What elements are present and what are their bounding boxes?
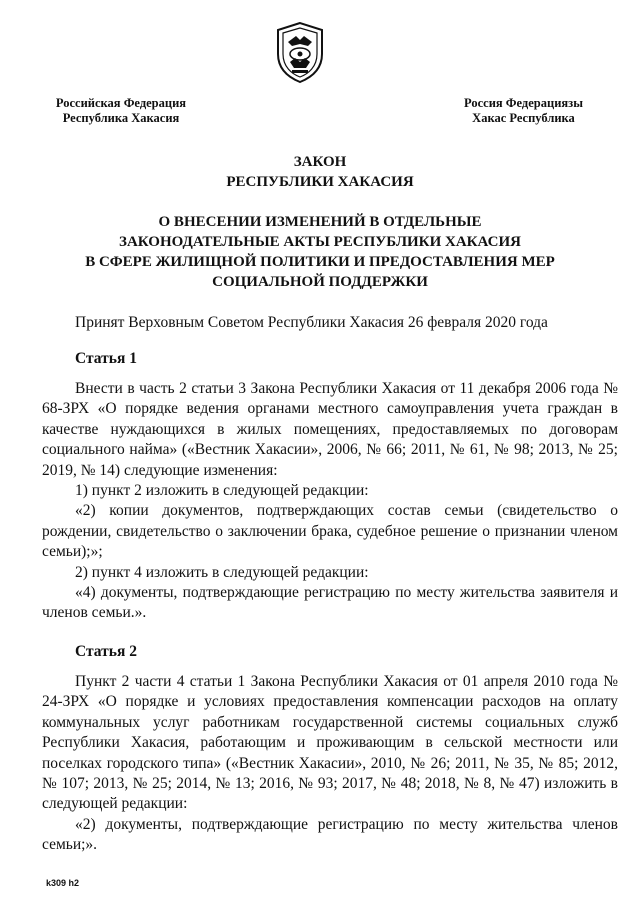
law-subject-line4: СОЦИАЛЬНОЙ ПОДДЕРЖКИ bbox=[212, 274, 428, 290]
header-right bbox=[436, 96, 611, 126]
law-subject bbox=[0, 212, 640, 292]
law-title bbox=[0, 152, 640, 192]
coat-of-arms-icon bbox=[270, 20, 330, 84]
footer-code: k309 h2 bbox=[46, 878, 80, 888]
header-right-line2: Хакас Республика bbox=[472, 111, 575, 125]
law-subject-line1: О ВНЕСЕНИИ ИЗМЕНЕНИЙ В ОТДЕЛЬНЫЕ bbox=[158, 214, 482, 230]
adoption-note: Принят Верховным Советом Республики Хакасия 26 февраля 2020 года bbox=[75, 314, 548, 331]
article-2-paragraph: Пункт 2 части 4 статьи 1 Закона Республики Хакасия от 01 апреля 2010 года № 24-ЗРХ «О порядке и условиях предоставления компенсации расходов на оплату коммунальных услуг работникам государственной системы социальных служб Республики Хакасия, работающим и проживающим в сельской местности или поселках городского типа» («Вестник Хакасии», 2010, № 26; 2011, № 35, № 85; 2012, № 107; 2013, № 25; 2014, № 13; 2016, № 93; 2017, № 48; 2018, № 8, № 47) изложить в следующей редакции: bbox=[42, 673, 618, 813]
law-subject-line3: В СФЕРЕ ЖИЛИЩНОЙ ПОЛИТИКИ И ПРЕДОСТАВЛЕНИЯ МЕР bbox=[85, 254, 555, 270]
article-1-paragraph: «4) документы, подтверждающие регистрацию по месту жительства заявителя и членов семьи.». bbox=[42, 584, 618, 622]
article-1-paragraph: 2) пункт 4 изложить в следующей редакции: bbox=[75, 563, 369, 581]
article-1-heading: Статья 1 bbox=[75, 350, 137, 367]
article-2-body bbox=[42, 672, 618, 856]
article-1-paragraph: «2) копии документов, подтверждающих состав семьи (свидетельство о рождении, свидетельство о заключении брака, судебное решение о признании членом семьи);»; bbox=[42, 502, 618, 561]
law-title-line1: ЗАКОН bbox=[293, 154, 347, 170]
article-2-paragraph: «2) документы, подтверждающие регистрацию по месту жительства членов семьи;». bbox=[42, 815, 618, 854]
header-left bbox=[32, 96, 210, 126]
article-1-body bbox=[42, 379, 618, 624]
article-2-heading: Статья 2 bbox=[75, 643, 137, 660]
header-left-line1: Российская Федерация bbox=[55, 96, 187, 110]
header-left-line2: Республика Хакасия bbox=[62, 111, 180, 125]
law-title-line2: РЕСПУБЛИКИ ХАКАСИЯ bbox=[226, 174, 414, 190]
article-1-paragraph: 1) пункт 2 изложить в следующей редакции: bbox=[75, 482, 369, 500]
article-1-paragraph: Внести в часть 2 статьи 3 Закона Республики Хакасия от 11 декабря 2006 года № 68-ЗРХ «О порядке ведения органами местного самоуправления учета граждан в качестве нуждающихся в жилых помещениях, предоставляемых по договорам социального найма» («Вестник Хакасии», 2006, № 66; 2011, № 61, № 98; 2013, № 25; 2019, № 14) следующие изменения: bbox=[42, 380, 618, 479]
header-right-line1: Россия Федерациязы bbox=[464, 96, 583, 110]
law-subject-line2: ЗАКОНОДАТЕЛЬНЫЕ АКТЫ РЕСПУБЛИКИ ХАКАСИЯ bbox=[119, 234, 521, 250]
